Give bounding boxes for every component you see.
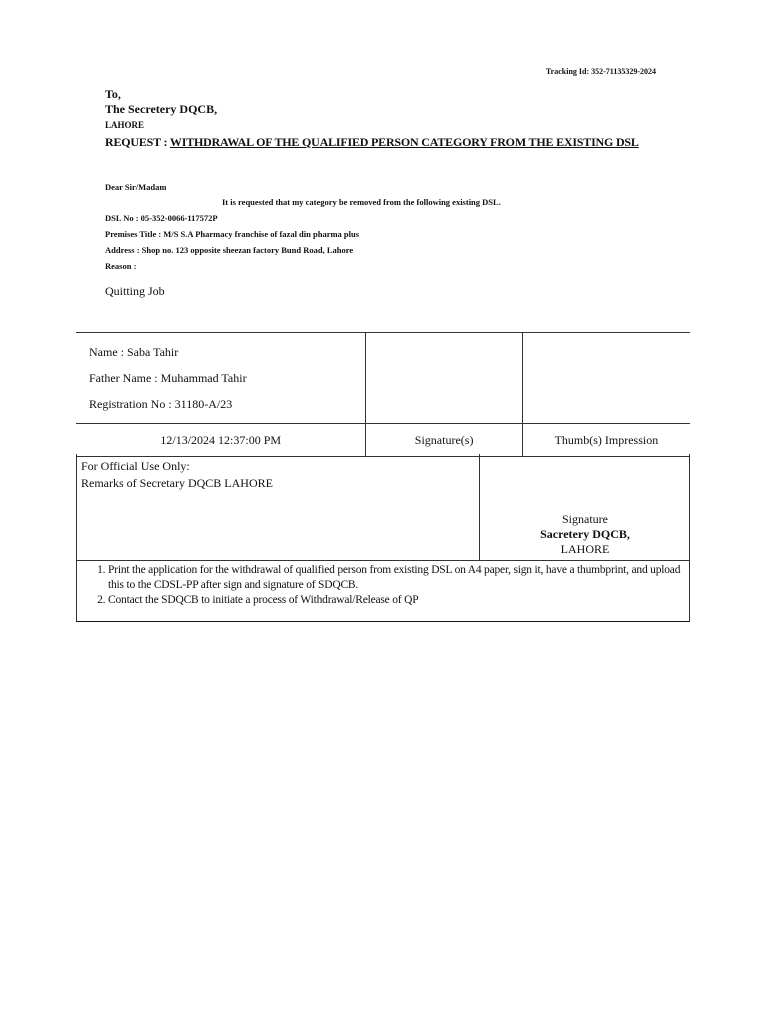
official-use-section — [76, 454, 690, 561]
address: Address : Shop no. 123 opposite sheezan factory Bund Road, Lahore — [105, 245, 354, 255]
applicant-father-name: Father Name : Muhammad Tahir — [89, 371, 247, 385]
reason-value: Quitting Job — [105, 284, 165, 298]
applicant-name: Name : Saba Tahir — [89, 345, 179, 359]
tracking-id: Tracking Id: 352-71135329-2024 — [545, 67, 656, 76]
submission-datetime: 12/13/2024 12:37:00 PM — [76, 424, 366, 457]
request-prefix: REQUEST : — [105, 135, 170, 149]
official-left — [81, 458, 273, 492]
instruction-item: 2. Contact the SDQCB to initiate a process of Withdrawal/Release of QP — [108, 593, 689, 608]
thumb-impression-label: Thumb(s) Impression — [522, 424, 690, 457]
addressee-to: To, — [105, 87, 121, 101]
premises-title: Premises Title : M/S S.A Pharmacy franchise of fazal din pharma plus — [105, 229, 360, 239]
greeting: Dear Sir/Madam — [105, 182, 167, 192]
dsl-number: DSL No : 05-352-0066-117572P — [105, 213, 218, 223]
request-subject: WITHDRAWAL OF THE QUALIFIED PERSON CATEGORY FROM THE EXISTING DSL — [169, 135, 639, 149]
applicant-table — [76, 332, 690, 457]
thumb-impression-box — [522, 333, 690, 424]
official-signature-label: Signature — [562, 512, 608, 526]
applicant-info-cell — [76, 333, 366, 424]
addressee-title: The Secretery DQCB, — [105, 102, 218, 116]
request-heading — [105, 135, 639, 150]
intro-text: It is requested that my category be removed from the following existing DSL. — [222, 197, 501, 207]
addressee-city: LAHORE — [105, 120, 145, 130]
signature-box — [366, 333, 522, 424]
reason-label: Reason : — [105, 261, 137, 271]
instructions-list — [77, 563, 689, 608]
official-signature-block — [480, 512, 690, 557]
official-signatory: Sacretery DQCB, — [540, 527, 630, 541]
applicant-registration: Registration No : 31180-A/23 — [89, 397, 233, 411]
instructions-section — [76, 561, 690, 622]
signature-label: Signature(s) — [366, 424, 522, 457]
instruction-item: 1. Print the application for the withdrawal of qualified person from existing DSL on A4 paper, sign it, have a thumbprint, and upload this to the CDSL-PP after sign and signature of SDQCB. — [108, 563, 689, 593]
official-remarks: Remarks of Secretary DQCB LAHORE — [81, 476, 273, 490]
official-title: For Official Use Only: — [81, 459, 190, 473]
official-signatory-city: LAHORE — [560, 542, 610, 556]
